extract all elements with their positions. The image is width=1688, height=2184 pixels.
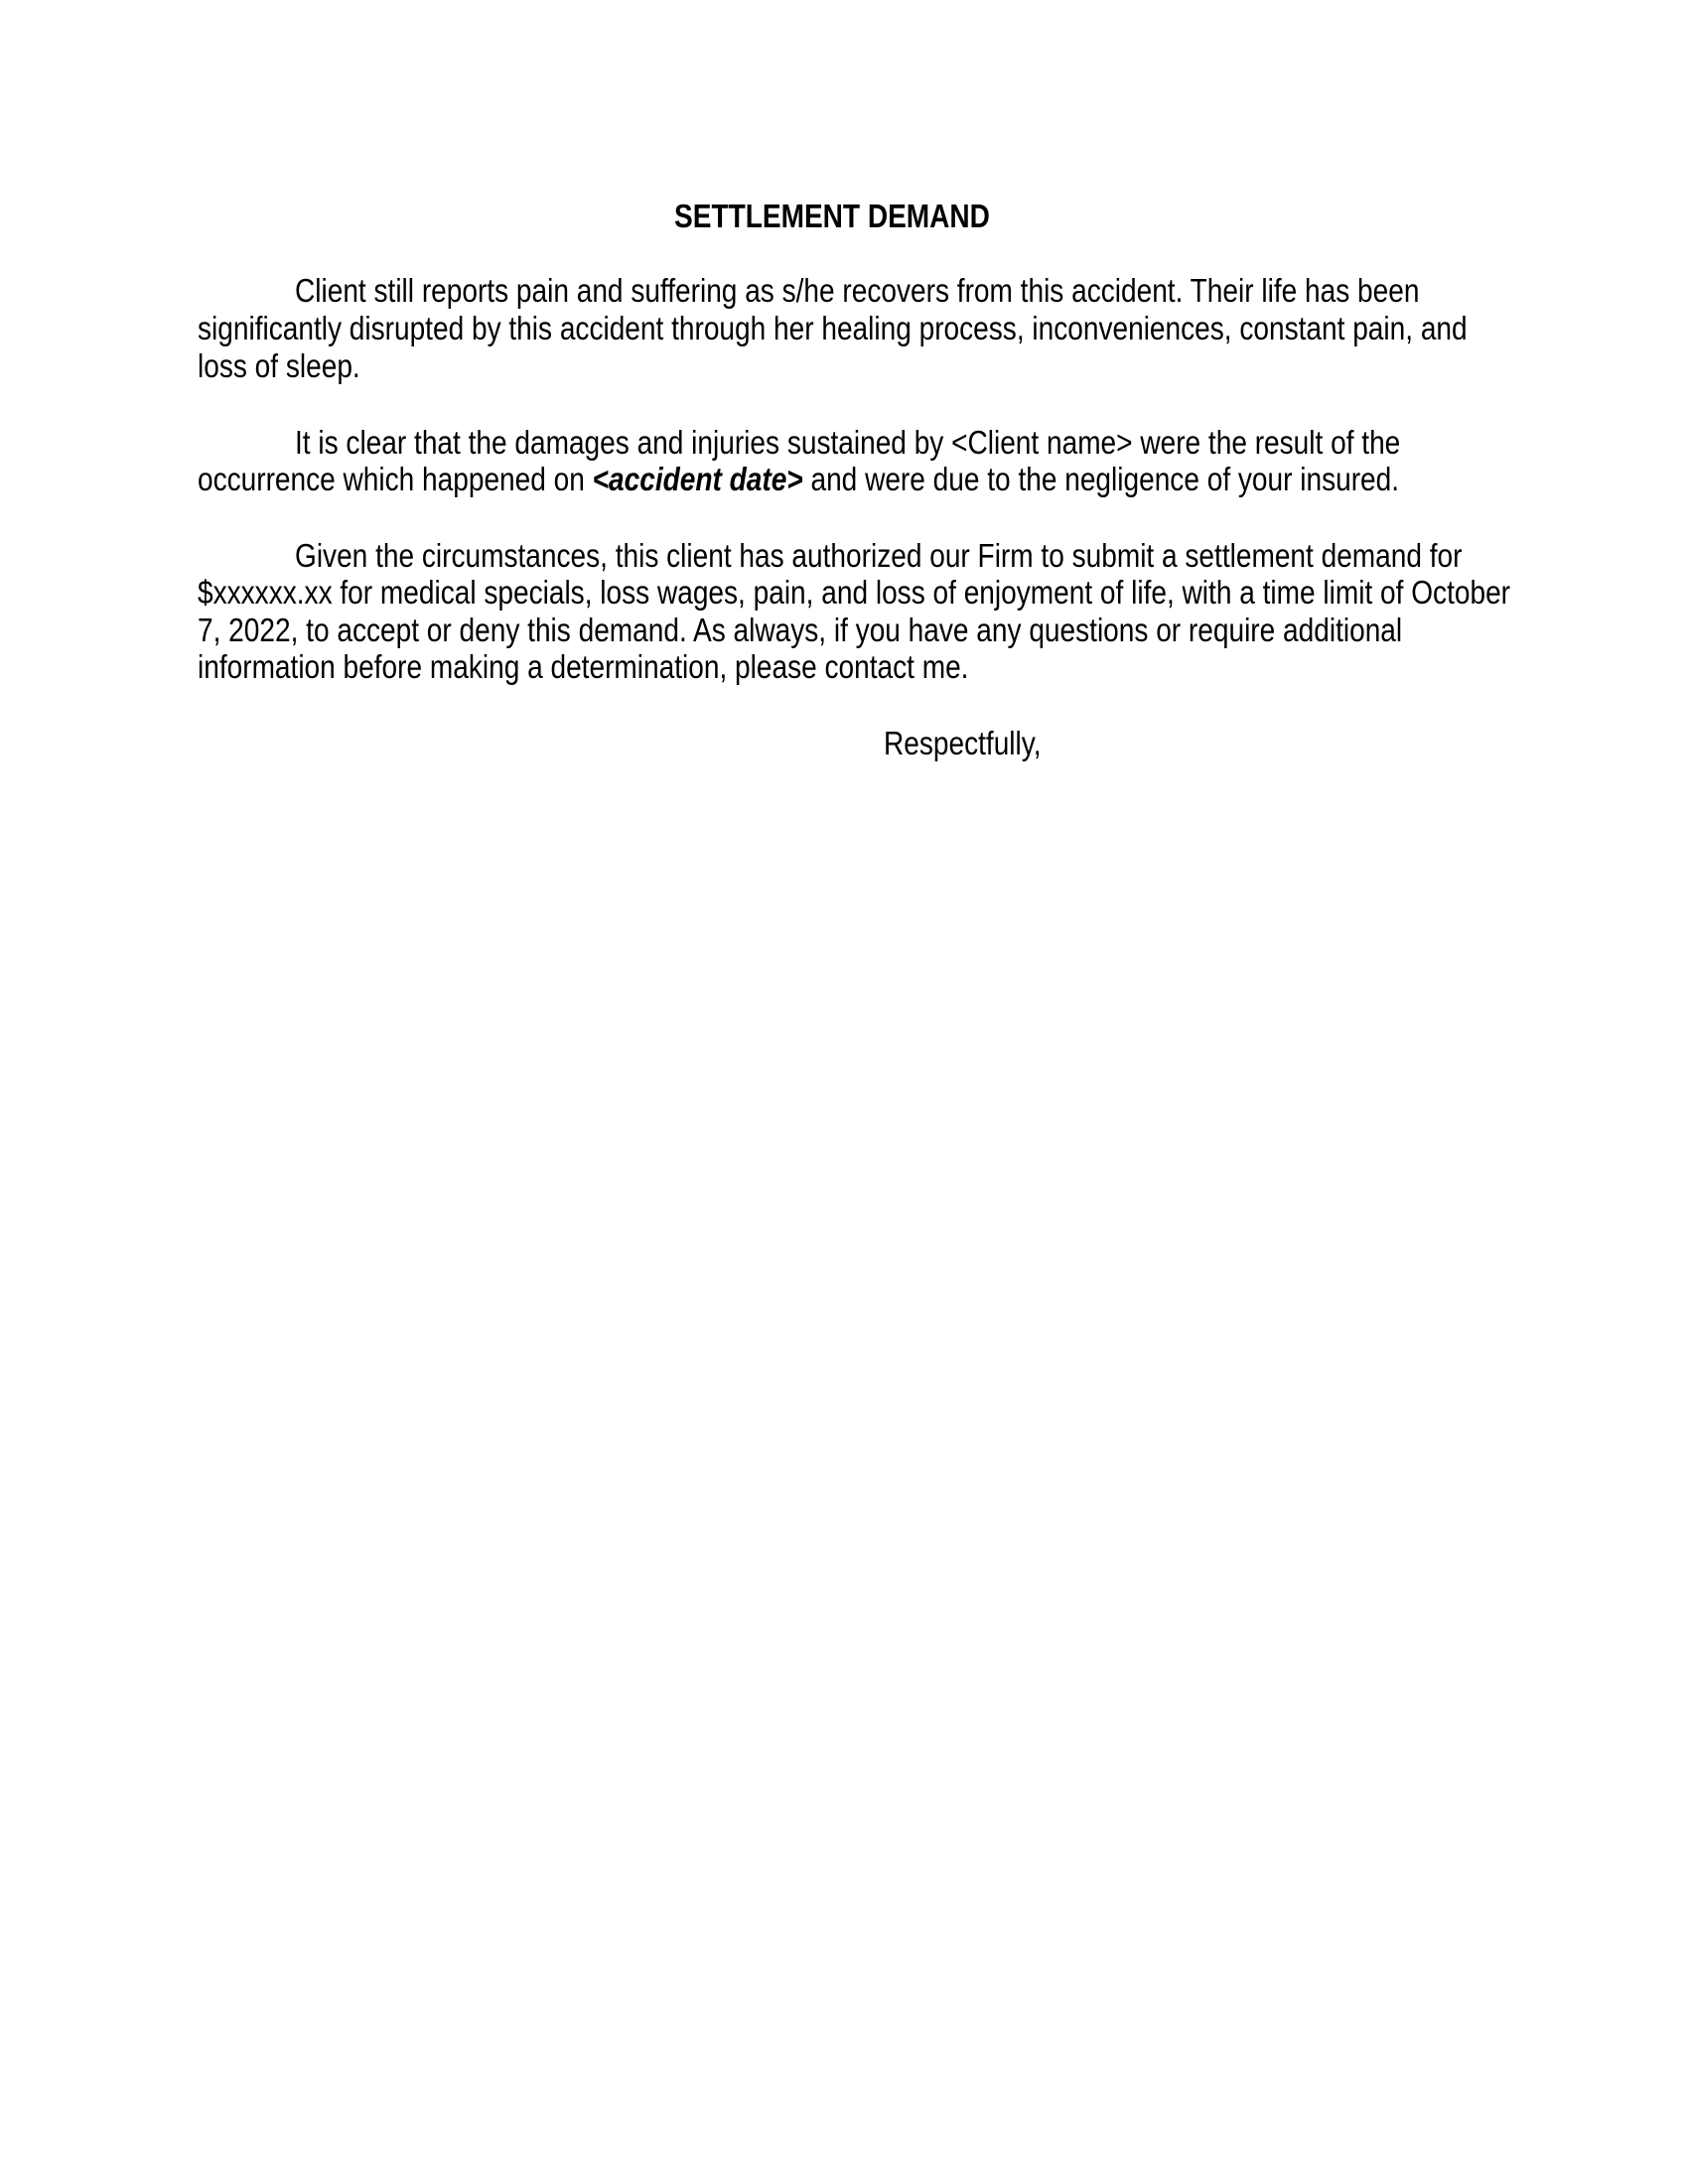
title-text: SETTLEMENT DEMAND: [674, 198, 990, 234]
text-segment: occurrence which happened on: [198, 461, 593, 497]
text-line: Given the circumstances, this client has authorized our Firm to submit a settlement demand for: [295, 537, 1463, 574]
text-line: $xxxxxx.xx for medical specials, loss wages, pain, and loss of enjoyment of life, with a time limit of October: [198, 574, 1511, 611]
text-line: loss of sleep.: [198, 347, 360, 384]
text-line: [198, 461, 1399, 498]
closing-salutation: Respectfully,: [884, 725, 1042, 761]
accident-date-placeholder: <accident date>: [592, 461, 803, 497]
document-title: [0, 198, 1664, 235]
text-segment: and were due to the negligence of your insured.: [802, 461, 1400, 497]
text-line: Client still reports pain and suffering as s/he recovers from this accident. Their life has been: [295, 272, 1420, 309]
text-line: information before making a determination, please contact me.: [198, 648, 969, 685]
text-line: It is clear that the damages and injuries sustained by <Client name> were the result of the: [295, 424, 1401, 461]
text-line: significantly disrupted by this accident through her healing process, inconveniences, constant pain, and: [198, 310, 1468, 346]
text-line: 7, 2022, to accept or deny this demand. As always, if you have any questions or require additional: [198, 612, 1403, 648]
